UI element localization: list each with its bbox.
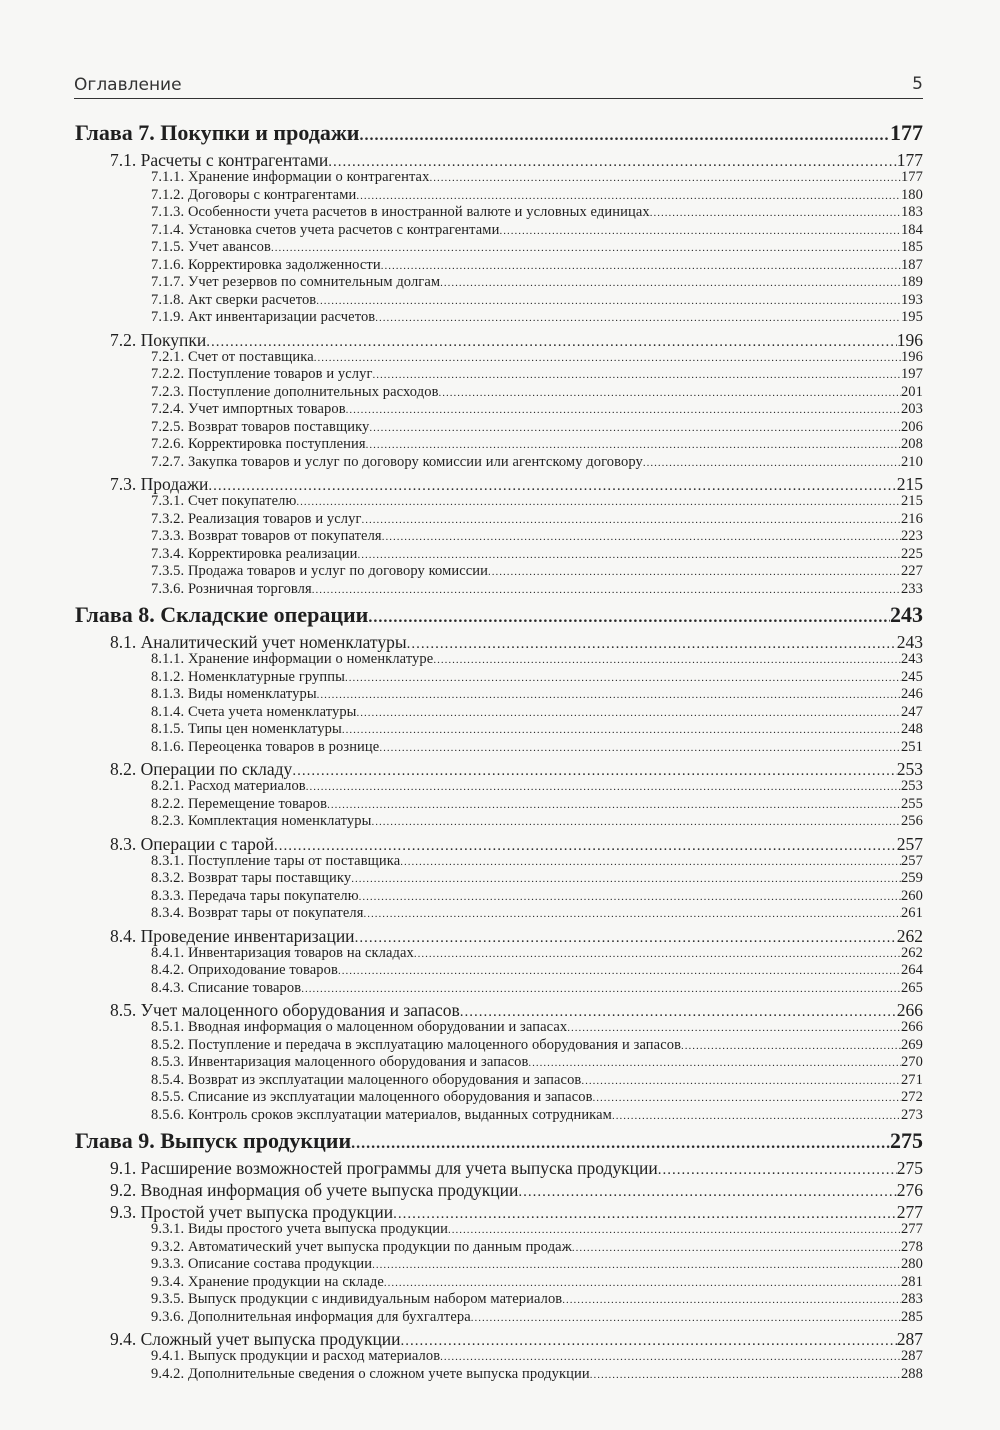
- toc-subsection-row: [151, 222, 923, 239]
- toc-entry-title: 7.3.5. Продажа товаров и услуг по договору комиссии: [151, 563, 489, 579]
- toc-entry-title: 8.5.5. Списание из эксплуатации малоценного оборудования и запасов: [151, 1089, 593, 1105]
- toc-dot-leader: [381, 260, 901, 272]
- toc-page-number: 184: [900, 221, 923, 238]
- toc-page-number: 278: [900, 1238, 923, 1255]
- toc-dot-leader: [382, 531, 901, 543]
- toc-page-number: 264: [900, 962, 923, 978]
- toc-subsection-row: [151, 1256, 923, 1273]
- toc-subsection-row: [151, 528, 923, 545]
- toc-section-row: [110, 1000, 923, 1020]
- toc-dot-leader: [351, 1135, 890, 1153]
- toc-subsection-row: [151, 419, 923, 436]
- toc-dot-leader: [366, 439, 901, 451]
- toc-subsection-row: [151, 493, 923, 510]
- toc-dot-leader: [373, 369, 901, 381]
- toc-subsection-row: [151, 1348, 923, 1365]
- toc-page-number: 277: [896, 1202, 923, 1222]
- toc-subsection-row: [151, 980, 923, 997]
- toc-page-number: 265: [900, 979, 923, 996]
- toc-dot-leader: [471, 1312, 901, 1324]
- toc-page-number: 177: [896, 150, 923, 170]
- toc-page-number: 285: [900, 1308, 923, 1325]
- toc-dot-leader: [488, 566, 901, 578]
- toc-subsection-row: [151, 1072, 923, 1089]
- toc-dot-leader: [346, 404, 901, 416]
- toc-subsection-row: [151, 1274, 923, 1291]
- toc-subsection-row: [151, 366, 923, 383]
- toc-entry-title: 8.4.1. Инвентаризация товаров на складах: [151, 944, 414, 961]
- toc-page-number: 287: [900, 1348, 923, 1364]
- toc-dot-leader: [342, 724, 901, 736]
- toc-page-number: 208: [900, 436, 923, 452]
- toc-subsection-row: [151, 581, 923, 598]
- toc-dot-leader: [612, 1110, 901, 1122]
- toc-dot-leader: [528, 1057, 901, 1069]
- toc-section-row: [110, 1329, 923, 1349]
- toc-subsection-row: [151, 651, 923, 668]
- toc-dot-leader: [306, 781, 901, 793]
- toc-dot-leader: [357, 707, 901, 719]
- toc-page-number: 253: [896, 759, 923, 779]
- toc-subsection-row: [151, 686, 923, 703]
- toc-entry-title: 8.4. Проведение инвентаризации: [110, 925, 355, 946]
- toc-dot-leader: [362, 514, 901, 526]
- toc-entry-title: 8.5.1. Вводная информация о малоценном оборудовании и запасах: [151, 1019, 568, 1035]
- toc-page-number: 189: [900, 274, 923, 290]
- toc-page-number: 210: [900, 453, 923, 470]
- toc-dot-leader: [658, 1162, 897, 1179]
- toc-entry-title: 7.3.4. Корректировка реализации: [151, 545, 358, 562]
- toc-dot-leader: [414, 948, 901, 960]
- toc-dot-leader: [371, 816, 901, 828]
- toc-page-number: 271: [900, 1071, 923, 1088]
- toc-entry-title: 8.5. Учет малоценного оборудования и запасов: [110, 1000, 460, 1020]
- toc-dot-leader: [368, 609, 890, 627]
- toc-page-number: 266: [900, 1019, 923, 1035]
- toc-section-row: [110, 1158, 923, 1178]
- toc-subsection-row: [151, 292, 923, 309]
- toc-entry-title: 8.1.5. Типы цен номенклатуры: [151, 721, 342, 737]
- toc-page-number: 215: [900, 493, 923, 509]
- toc-entry-title: 9.4. Сложный учет выпуска продукции: [110, 1329, 401, 1349]
- toc-dot-leader: [358, 549, 901, 561]
- toc-page-number: 196: [900, 348, 923, 365]
- toc-entry-title: 7.3.2. Реализация товаров и услуг: [151, 510, 362, 527]
- toc-dot-leader: [359, 891, 901, 903]
- toc-section-row: [110, 1180, 923, 1200]
- toc-entry-title: 8.1.1. Хранение информации о номенклатуре: [151, 651, 434, 667]
- toc-entry-title: 8.2. Операции по складу: [110, 759, 293, 779]
- toc-dot-leader: [327, 799, 901, 811]
- toc-section-row: [110, 1202, 923, 1222]
- toc-chapter-row: [75, 120, 923, 146]
- toc-subsection-row: [151, 1037, 923, 1054]
- toc-dot-leader: [359, 127, 890, 145]
- toc-subsection-row: [151, 739, 923, 756]
- toc-dot-leader: [567, 1022, 901, 1034]
- toc-section-row: [110, 474, 923, 494]
- toc-entry-title: 8.1.3. Виды номенклатуры: [151, 686, 317, 702]
- toc-entry-title: 8.4.3. Списание товаров: [151, 979, 302, 996]
- toc-entry-title: 7.3.3. Возврат товаров от покупателя: [151, 528, 382, 544]
- toc-subsection-row: [151, 870, 923, 887]
- toc-dot-leader: [433, 654, 901, 666]
- toc-page-number: 215: [896, 474, 923, 494]
- toc-entry-title: 8.3.2. Возврат тары поставщику: [151, 870, 352, 886]
- toc-page-number: 180: [900, 186, 923, 203]
- toc-dot-leader: [338, 965, 901, 977]
- toc-subsection-row: [151, 1019, 923, 1036]
- toc-subsection-row: [151, 1221, 923, 1238]
- toc-chapter-row: [75, 602, 923, 628]
- toc-page-number: 275: [896, 1158, 923, 1178]
- toc-page-number: 256: [900, 813, 923, 829]
- toc-subsection-row: [151, 1291, 923, 1308]
- toc-page-number: 251: [900, 738, 923, 755]
- toc-subsection-row: [151, 796, 923, 813]
- toc-page-number: 283: [900, 1291, 923, 1307]
- toc-entry-title: 9.3.3. Описание состава продукции: [151, 1256, 373, 1272]
- toc-entry-title: 7.1.6. Корректировка задолженности: [151, 256, 381, 273]
- toc-page-number: 253: [900, 778, 923, 794]
- toc-page-number: 243: [890, 602, 923, 627]
- toc-page-number: 275: [890, 1128, 923, 1153]
- toc-chapter-row: [75, 1128, 923, 1154]
- toc-subsection-row: [151, 1107, 923, 1124]
- toc-dot-leader: [439, 387, 901, 399]
- toc-subsection-row: [151, 1054, 923, 1071]
- toc-entry-title: 7.3. Продажи: [110, 474, 209, 494]
- toc-subsection-row: [151, 257, 923, 274]
- toc-entry-title: 7.3.6. Розничная торговля: [151, 580, 312, 597]
- toc-entry-title: 9.2. Вводная информация об учете выпуска продукции: [110, 1180, 519, 1200]
- toc-subsection-row: [151, 669, 923, 686]
- toc-entry-title: 9.4.1. Выпуск продукции и расход материалов: [151, 1348, 441, 1364]
- toc-dot-leader: [499, 225, 901, 237]
- toc-dot-leader: [296, 496, 901, 508]
- toc-dot-leader: [312, 584, 901, 596]
- toc-subsection-row: [151, 349, 923, 366]
- toc-entry-title: 9.3.6. Дополнительная информация для бухгалтера: [151, 1308, 471, 1325]
- toc-subsection-row: [151, 187, 923, 204]
- toc-subsection-row: [151, 778, 923, 795]
- toc-entry-title: 7.2.3. Поступление дополнительных расходов: [151, 383, 439, 400]
- toc-page-number: 276: [896, 1180, 923, 1200]
- toc-dot-leader: [356, 190, 901, 202]
- toc-entry-title: 8.2.2. Перемещение товаров: [151, 795, 328, 812]
- toc-page-number: 206: [900, 418, 923, 435]
- toc-section-row: [110, 330, 923, 350]
- toc-entry-title: 8.5.6. Контроль сроков эксплуатации материалов, выданных сотрудникам: [151, 1106, 612, 1123]
- toc-entry-title: 7.2.2. Поступление товаров и услуг: [151, 366, 373, 382]
- toc-page-number: 255: [900, 795, 923, 812]
- toc-page-number: 243: [900, 651, 923, 667]
- toc-dot-leader: [681, 1040, 901, 1052]
- toc-dot-leader: [379, 742, 901, 754]
- toc-dot-leader: [400, 856, 901, 868]
- toc-section-row: [110, 834, 923, 854]
- toc-page-number: 261: [900, 905, 923, 921]
- toc-page-number: 272: [900, 1089, 923, 1105]
- toc-entry-title: 7.1.2. Договоры с контрагентами: [151, 186, 357, 203]
- toc-page-number: 259: [900, 870, 923, 886]
- toc-subsection-row: [151, 962, 923, 979]
- toc-entry-title: 8.1.2. Номенклатурные группы: [151, 668, 345, 685]
- toc-page-number: 225: [900, 545, 923, 562]
- toc-dot-leader: [593, 1092, 901, 1104]
- toc-section-row: [110, 926, 923, 946]
- toc-page-number: 273: [900, 1106, 923, 1123]
- toc-subsection-row: [151, 1239, 923, 1256]
- toc-entry-title: Глава 8. Складские операции: [75, 602, 369, 627]
- toc-entry-title: 8.5.2. Поступление и передача в эксплуатацию малоценного оборудования и запасов: [151, 1036, 682, 1053]
- toc-page-number: 262: [900, 944, 923, 961]
- toc-dot-leader: [351, 873, 901, 885]
- toc-entry-title: 7.1.4. Установка счетов учета расчетов с контрагентами: [151, 221, 500, 238]
- toc-page-number: 288: [900, 1365, 923, 1382]
- toc-page-number: 201: [900, 383, 923, 400]
- toc-entry-title: 9.3.2. Автоматический учет выпуска продукции по данным продаж: [151, 1238, 572, 1255]
- toc-entry-title: 7.1.8. Акт сверки расчетов: [151, 291, 317, 308]
- toc-page-number: 203: [900, 401, 923, 417]
- toc-page-number: 223: [900, 528, 923, 544]
- toc-entry-title: 7.1.3. Особенности учета расчетов в иностранной валюте и условных единицах: [151, 204, 650, 220]
- toc-page-number: 183: [900, 204, 923, 220]
- toc-page-number: 187: [900, 256, 923, 273]
- toc-entry-title: 7.1. Расчеты с контрагентами: [110, 150, 329, 170]
- toc-subsection-row: [151, 721, 923, 738]
- toc-subsection-row: [151, 1089, 923, 1106]
- toc-page-number: 260: [900, 887, 923, 904]
- toc-dot-leader: [572, 1242, 901, 1254]
- toc-subsection-row: [151, 454, 923, 471]
- toc-dot-leader: [345, 672, 901, 684]
- toc-subsection-row: [151, 905, 923, 922]
- toc-page-number: 246: [900, 686, 923, 702]
- running-header: [74, 70, 923, 99]
- toc-dot-leader: [562, 1294, 901, 1306]
- toc-subsection-row: [151, 274, 923, 291]
- toc-entry-title: 9.3.1. Виды простого учета выпуска продукции: [151, 1221, 449, 1237]
- toc-page-number: 245: [900, 668, 923, 685]
- toc-entry-title: 7.2. Покупки: [110, 329, 207, 350]
- toc-subsection-row: [151, 239, 923, 256]
- toc-page-number: 233: [900, 580, 923, 597]
- toc-subsection-row: [151, 853, 923, 870]
- toc-page-number: 196: [896, 329, 923, 350]
- toc-subsection-row: [151, 1309, 923, 1326]
- toc-dot-leader: [448, 1224, 901, 1236]
- toc-entry-title: 8.1. Аналитический учет номенклатуры: [110, 632, 407, 652]
- toc-subsection-row: [151, 384, 923, 401]
- toc-page-number: 227: [900, 563, 923, 579]
- toc-page-number: 257: [896, 833, 923, 854]
- toc-subsection-row: [151, 511, 923, 528]
- toc-subsection-row: [151, 546, 923, 563]
- toc-section-row: [110, 632, 923, 652]
- toc-dot-leader: [372, 1259, 901, 1271]
- toc-dot-leader: [301, 983, 901, 995]
- toc-entry-title: 8.5.3. Инвентаризация малоценного оборудования и запасов: [151, 1054, 529, 1070]
- toc-subsection-row: [151, 309, 923, 326]
- toc-dot-leader: [384, 1277, 901, 1289]
- toc-dot-leader: [369, 422, 901, 434]
- toc-dot-leader: [317, 689, 901, 701]
- toc-page-number: 243: [896, 632, 923, 652]
- toc-entry-title: 8.3. Операции с тарой: [110, 833, 275, 854]
- toc-subsection-row: [151, 401, 923, 418]
- toc-dot-leader: [650, 207, 901, 219]
- toc-page-number: 177: [900, 169, 923, 185]
- toc-entry-title: 8.4.2. Оприходование товаров: [151, 962, 338, 978]
- toc-entry-title: 8.3.4. Возврат тары от покупателя: [151, 905, 364, 921]
- toc-subsection-row: [151, 436, 923, 453]
- toc-entry-title: 9.4.2. Дополнительные сведения о сложном учете выпуска продукции: [151, 1365, 590, 1382]
- toc-page-number: 193: [900, 291, 923, 308]
- toc-entry-title: 9.3. Простой учет выпуска продукции: [110, 1202, 394, 1222]
- toc-dot-leader: [590, 1369, 901, 1381]
- toc-entry-title: 7.2.6. Корректировка поступления: [151, 436, 366, 452]
- toc-entry-title: 8.5.4. Возврат из эксплуатации малоценного оборудования и запасов: [151, 1071, 582, 1088]
- toc-entry-title: 7.2.5. Возврат товаров поставщику: [151, 418, 370, 435]
- toc-entry-title: 7.2.7. Закупка товаров и услуг по договору комиссии или агентскому договору: [151, 453, 643, 470]
- toc-entry-title: 7.1.1. Хранение информации о контрагентах: [151, 169, 430, 185]
- toc-dot-leader: [271, 242, 901, 254]
- toc-entry-title: 8.3.3. Передача тары покупателю: [151, 887, 359, 904]
- toc-page-number: 277: [900, 1221, 923, 1237]
- toc-page-number: 216: [900, 510, 923, 527]
- toc-entry-title: 7.3.1. Счет покупателю: [151, 493, 297, 509]
- toc-entry-title: 7.1.9. Акт инвентаризации расчетов: [151, 309, 376, 325]
- toc-entry-title: 8.1.4. Счета учета номенклатуры: [151, 703, 357, 720]
- toc-page-number: 248: [900, 721, 923, 737]
- toc-page-number: 185: [900, 239, 923, 255]
- toc-page-number: 281: [900, 1273, 923, 1290]
- toc-dot-leader: [316, 295, 901, 307]
- toc-entry-title: 9.1. Расширение возможностей программы для учета выпуска продукции: [110, 1158, 658, 1178]
- toc-dot-leader: [518, 1184, 896, 1201]
- toc-page-number: 177: [890, 120, 923, 145]
- toc-entry-title: 8.3.1. Поступление тары от поставщика: [151, 852, 401, 869]
- toc-subsection-row: [151, 813, 923, 830]
- toc-dot-leader: [581, 1075, 901, 1087]
- toc-entry-title: 8.1.6. Переоценка товаров в рознице: [151, 738, 380, 755]
- toc-page-number: 247: [900, 703, 923, 720]
- toc-dot-leader: [440, 1351, 901, 1363]
- toc-entry-title: 9.3.5. Выпуск продукции с индивидуальным набором материалов: [151, 1291, 563, 1307]
- toc-entry-title: 7.1.7. Учет резервов по сомнительным долгам: [151, 274, 441, 290]
- toc-dot-leader: [364, 908, 901, 920]
- toc-page-number: 257: [900, 852, 923, 869]
- toc-subsection-row: [151, 1366, 923, 1383]
- toc-entry-title: 9.3.4. Хранение продукции на складе: [151, 1273, 384, 1290]
- toc-page-number: 195: [900, 309, 923, 325]
- toc-page-number: 269: [900, 1036, 923, 1053]
- toc-dot-leader: [440, 277, 901, 289]
- toc-dot-leader: [314, 352, 901, 364]
- toc-entry-title: 7.2.1. Счет от поставщика: [151, 348, 314, 365]
- toc-dot-leader: [429, 172, 900, 184]
- toc-page-number: 280: [900, 1256, 923, 1272]
- toc-entry-title: Глава 7. Покупки и продажи: [75, 120, 360, 145]
- toc-section-row: [110, 150, 923, 170]
- toc-entry-title: Глава 9. Выпуск продукции: [75, 1128, 352, 1153]
- toc-page-number: 197: [900, 366, 923, 382]
- toc-page-number: 266: [896, 1000, 923, 1020]
- toc-entry-title: 7.2.4. Учет импортных товаров: [151, 401, 346, 417]
- toc-section-row: [110, 759, 923, 779]
- toc-page-number: 270: [900, 1054, 923, 1070]
- toc-subsection-row: [151, 169, 923, 186]
- toc-page-number: 262: [896, 925, 923, 946]
- toc-entry-title: 7.1.5. Учет авансов: [151, 239, 271, 255]
- toc-page-number: 287: [896, 1329, 923, 1349]
- toc-subsection-row: [151, 204, 923, 221]
- toc-subsection-row: [151, 704, 923, 721]
- toc-subsection-row: [151, 888, 923, 905]
- toc-entry-title: 8.2.1. Расход материалов: [151, 778, 306, 794]
- toc-dot-leader: [643, 457, 901, 469]
- toc-dot-leader: [375, 312, 901, 324]
- toc-subsection-row: [151, 563, 923, 580]
- toc-subsection-row: [151, 945, 923, 962]
- toc-entry-title: 8.2.3. Комплектация номенклатуры: [151, 813, 372, 829]
- header-page-number: 5: [912, 74, 923, 94]
- header-title: Оглавление: [74, 75, 182, 95]
